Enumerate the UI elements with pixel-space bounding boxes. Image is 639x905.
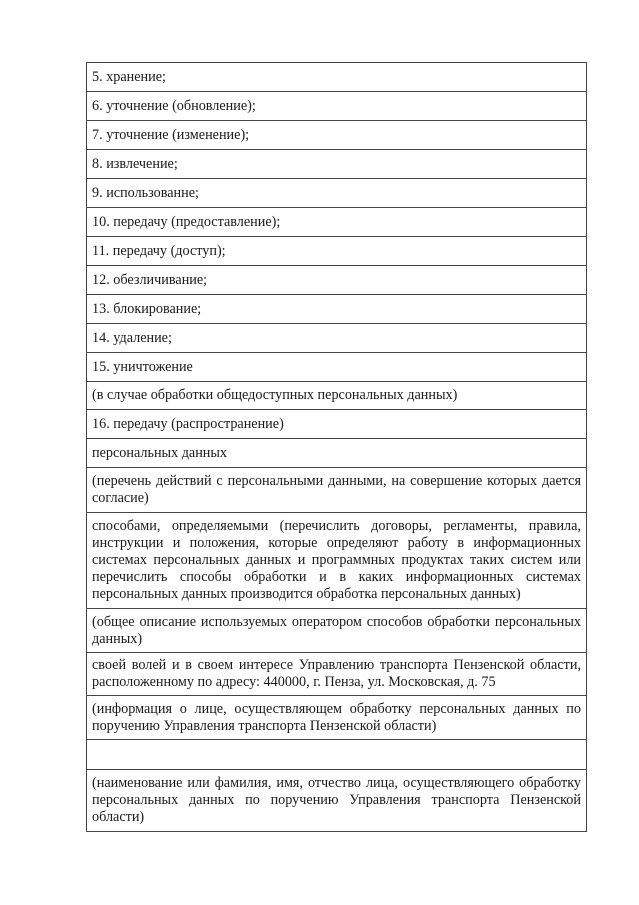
table-cell: 8. извлечение;: [87, 150, 587, 179]
table-row: [87, 179, 587, 208]
table-row: [87, 150, 587, 179]
table-row: [87, 609, 587, 653]
table-cell: 11. передачу (доступ);: [87, 237, 587, 266]
table-cell: 14. удаление;: [87, 324, 587, 353]
table-cell: 10. передачу (предоставление);: [87, 208, 587, 237]
table-cell: 9. использованне;: [87, 179, 587, 208]
table-cell: 5. хранение;: [87, 63, 587, 92]
table-row: [87, 92, 587, 121]
table-cell: 12. обезличивание;: [87, 266, 587, 295]
table-cell: способами, определяемыми (перечислить договоры, регламенты, правила, инструкции и положения, которые определяют работу в информационных системах персональных данных и программных продуктах таких систем или перечислить способы обработки и в каких информационных системах персональных данных производится обработка персональных данных): [87, 513, 587, 609]
table-row: [87, 382, 587, 410]
table-cell: 15. уничтожение: [87, 353, 587, 382]
table-row: [87, 237, 587, 266]
table-row: [87, 324, 587, 353]
table-cell: персональных данных: [87, 439, 587, 468]
table-row: [87, 740, 587, 770]
table-row: [87, 208, 587, 237]
table-row: [87, 121, 587, 150]
table-cell: 13. блокирование;: [87, 295, 587, 324]
table-cell: [87, 740, 587, 770]
consent-table: [86, 62, 587, 832]
table-cell: (перечень действий с персональными данными, на совершение которых дается согласие): [87, 468, 587, 513]
table-row: [87, 439, 587, 468]
table-cell: 7. уточнение (изменение);: [87, 121, 587, 150]
table-cell: (в случае обработки общедоступных персональных данных): [87, 382, 587, 410]
table-row: [87, 468, 587, 513]
table-cell: 6. уточнение (обновление);: [87, 92, 587, 121]
table-row: [87, 266, 587, 295]
table-cell: (информация о лице, осуществляющем обработку персональных данных по поручению Управления транспорта Пензенской области): [87, 696, 587, 740]
table-row: [87, 770, 587, 832]
table-row: [87, 513, 587, 609]
table-row: [87, 63, 587, 92]
table-cell: 16. передачу (распространение): [87, 410, 587, 439]
table-row: [87, 295, 587, 324]
table-row: [87, 653, 587, 696]
table-cell: (общее описание используемых оператором способов обработки персональных данных): [87, 609, 587, 653]
table-row: [87, 353, 587, 382]
table-row: [87, 696, 587, 740]
table-cell: (наименование или фамилия, имя, отчество лица, осуществляющего обработку персональных данных по поручению Управления транспорта Пензенской области): [87, 770, 587, 832]
table-cell: своей волей и в своем интересе Управлению транспорта Пензенской области, расположенному по адресу: 440000, г. Пенза, ул. Московская, д. 75: [87, 653, 587, 696]
table-row: [87, 410, 587, 439]
